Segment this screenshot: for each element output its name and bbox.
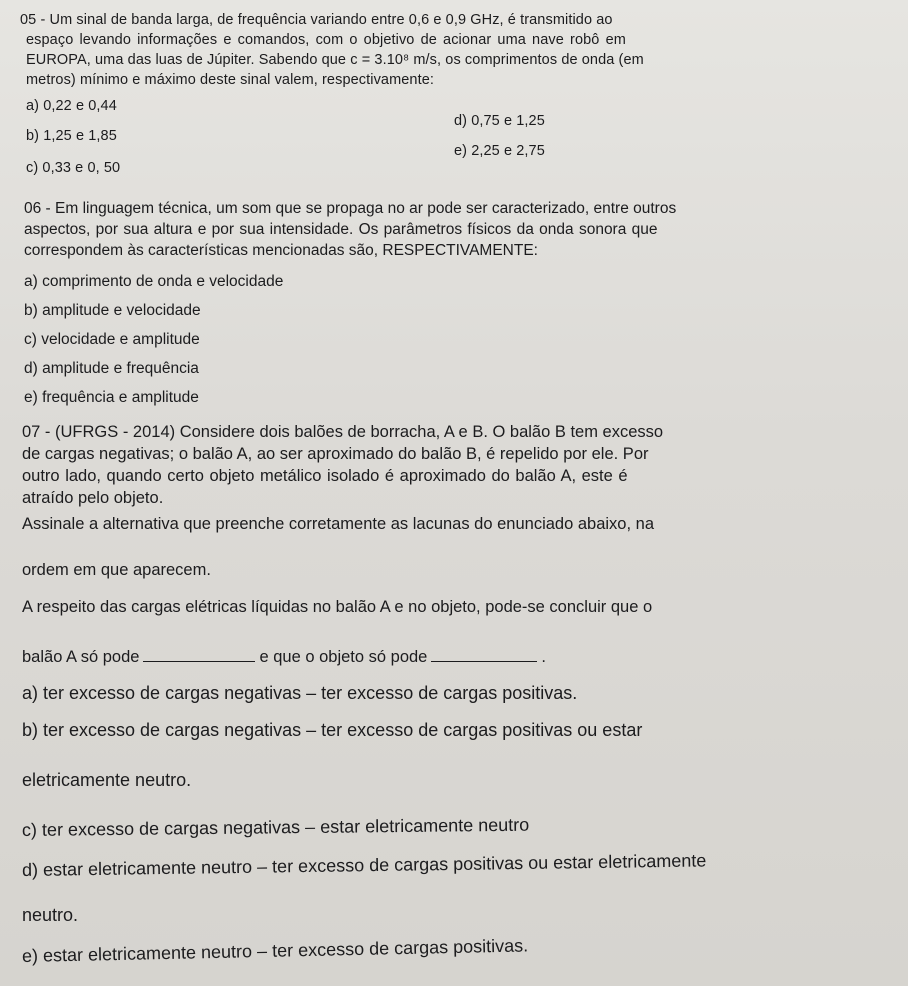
q07-text-line: de cargas negativas; o balão A, ao ser aproximado do balão B, é repelido por ele. Por: [22, 445, 649, 463]
q05-option-d[interactable]: d) 0,75 e 1,25: [454, 113, 545, 129]
q05-text-line: espaço levando informações e comandos, com o objetivo de acionar uma nave robô em: [26, 32, 626, 48]
q07-option-d-cont: neutro.: [22, 905, 79, 925]
q06-text-line: correspondem às características mencionadas são, RESPECTIVAMENTE:: [24, 242, 538, 259]
q07-statement-part2: e que o objeto só pode: [259, 648, 428, 666]
q07-statement-line: A respeito das cargas elétricas líquidas no balão A e no objeto, pode-se concluir que o: [22, 598, 653, 616]
q07-text-line: 07 - (UFRGS - 2014) Considere dois balões de borracha, A e B. O balão B tem excesso: [22, 423, 664, 441]
q07-option-b[interactable]: b) ter excesso de cargas negativas – ter excesso de cargas positivas ou estar: [22, 720, 643, 740]
q06-option-d[interactable]: d) amplitude e frequência: [24, 360, 199, 377]
q06-option-a[interactable]: a) comprimento de onda e velocidade: [24, 273, 284, 290]
q07-option-b-cont: eletricamente neutro.: [22, 770, 192, 790]
q06-option-c[interactable]: c) velocidade e amplitude: [24, 331, 200, 348]
q07-statement-blanks: [22, 647, 546, 667]
q07-instruction-line: Assinale a alternativa que preenche corretamente as lacunas do enunciado abaixo, na: [22, 515, 655, 533]
blank-1[interactable]: [143, 647, 255, 662]
q07-option-d[interactable]: d) estar eletricamente neutro – ter excesso de cargas positivas ou estar eletricamente: [21, 850, 707, 880]
q07-text-line: outro lado, quando certo objeto metálico isolado é aproximado do balão A, este é: [22, 467, 628, 485]
q06-text-line: 06 - Em linguagem técnica, um som que se propaga no ar pode ser caracterizado, entre outros: [24, 200, 677, 217]
q07-instruction-line: ordem em que aparecem.: [22, 561, 211, 579]
q05-option-e[interactable]: e) 2,25 e 2,75: [454, 143, 545, 159]
q06-option-b[interactable]: b) amplitude e velocidade: [24, 302, 201, 319]
q05-text-line: 05 - Um sinal de banda larga, de frequência variando entre 0,6 e 0,9 GHz, é transmitido ao: [20, 12, 613, 28]
q05-text-line: metros) mínimo e máximo deste sinal valem, respectivamente:: [26, 72, 435, 88]
q07-option-c[interactable]: c) ter excesso de cargas negativas – estar eletricamente neutro: [21, 814, 530, 840]
blank-2[interactable]: [431, 647, 537, 662]
q06-option-e[interactable]: e) frequência e amplitude: [24, 389, 199, 406]
q06-text-line: aspectos, por sua altura e por sua intensidade. Os parâmetros físicos da onda sonora que: [24, 221, 658, 238]
q05-option-c[interactable]: c) 0,33 e 0, 50: [26, 160, 121, 176]
q07-statement-end: .: [541, 648, 546, 666]
q07-option-e[interactable]: e) estar eletricamente neutro – ter excesso de cargas positivas.: [21, 935, 529, 966]
q07-text-line: atraído pelo objeto.: [22, 489, 164, 507]
q07-statement-part1: balão A só pode: [22, 648, 140, 666]
q05-option-b[interactable]: b) 1,25 e 1,85: [26, 128, 117, 144]
q07-option-a[interactable]: a) ter excesso de cargas negativas – ter excesso de cargas positivas.: [22, 683, 578, 703]
q05-text-line: EUROPA, uma das luas de Júpiter. Sabendo que c = 3.10⁸ m/s, os comprimentos de onda (em: [26, 52, 644, 68]
q05-option-a[interactable]: a) 0,22 e 0,44: [26, 98, 117, 114]
